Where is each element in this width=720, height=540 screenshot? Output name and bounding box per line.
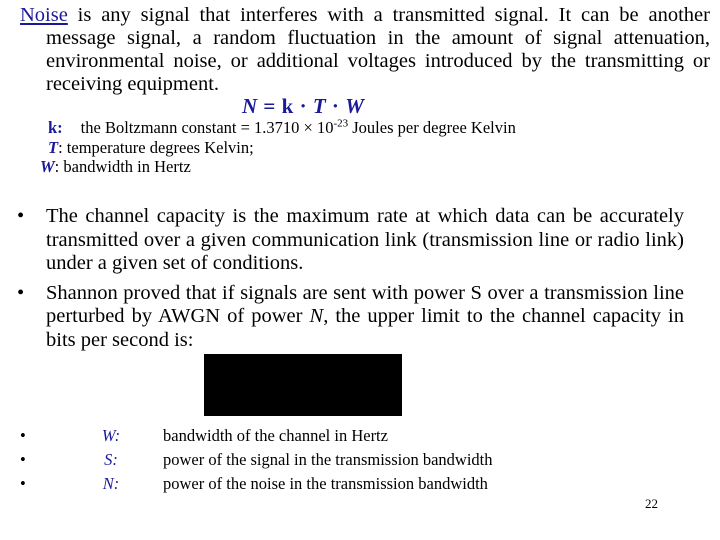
definition-k (40, 118, 516, 138)
variable-description: bandwidth of the channel in Hertz (163, 426, 388, 445)
formula-definitions (40, 118, 516, 177)
intro-paragraph (20, 4, 710, 96)
definition-k-text-b: Joules per degree Kelvin (348, 118, 516, 137)
variable-row-n (20, 472, 620, 496)
bullet-dot: • (20, 450, 26, 469)
noise-term: Noise (20, 4, 68, 26)
bullet-dot: • (20, 426, 26, 445)
page-number: 22 (645, 496, 658, 511)
capacity-formula-image (204, 354, 402, 416)
definition-k-symbol: k: (48, 118, 63, 137)
formula-dot-2: · (326, 94, 346, 118)
bullet-dot: • (20, 474, 26, 493)
formula-equals: = (257, 94, 282, 118)
bullet-shannon-text-a: Shannon proved that if signals are sent with power S over a transmission line perturbed by AWGN of power (46, 281, 684, 327)
variable-definitions (20, 424, 620, 496)
definition-k-text-a: the Boltzmann constant = 1.3710 × 10 (80, 118, 334, 137)
bullet-channel-capacity (17, 205, 684, 276)
formula-k: k (281, 94, 294, 118)
definition-k-exponent: -23 (333, 117, 349, 130)
bullet-dot: • (17, 205, 25, 227)
formula-w: W (345, 94, 365, 118)
definition-w (40, 157, 516, 177)
formula-dot-1: · (293, 94, 313, 118)
variable-symbol: W: (101, 426, 121, 445)
bullet-shannon (17, 282, 684, 353)
definition-t-symbol: T (48, 137, 59, 157)
variable-symbol: N: (102, 474, 120, 493)
variable-symbol: S: (104, 450, 118, 469)
variable-row-w (20, 424, 620, 448)
bullet-shannon-text-b: , the upper limit to the channel capacity in bits per second is: (46, 305, 684, 351)
main-bullet-list (17, 205, 684, 358)
bullet-channel-capacity-text: The channel capacity is the maximum rate at which data can be accurately transmitted over a given communication link (transmission line or radio link) under a given set of conditions. (46, 205, 684, 274)
definition-t (40, 138, 516, 158)
definition-t-text: : temperature degrees Kelvin; (58, 137, 254, 157)
formula-t: T (312, 94, 327, 118)
variable-row-s (20, 448, 620, 472)
definition-w-symbol: W (40, 157, 55, 176)
formula-n: N (242, 94, 258, 118)
definition-w-text: : bandwidth in Hertz (54, 157, 191, 176)
variable-description: power of the noise in the transmission bandwidth (163, 474, 488, 493)
intro-text: is any signal that interferes with a transmitted signal. It can be another message signal, a random fluctuation in the amount of signal attenuation, environmental noise, or additional voltages introduced by the transmitting or receiving equipment. (46, 4, 710, 95)
noise-power-formula (242, 94, 364, 119)
variable-description: power of the signal in the transmission bandwidth (163, 450, 493, 469)
bullet-dot: • (17, 281, 25, 304)
bullet-shannon-var-n: N (309, 305, 324, 327)
